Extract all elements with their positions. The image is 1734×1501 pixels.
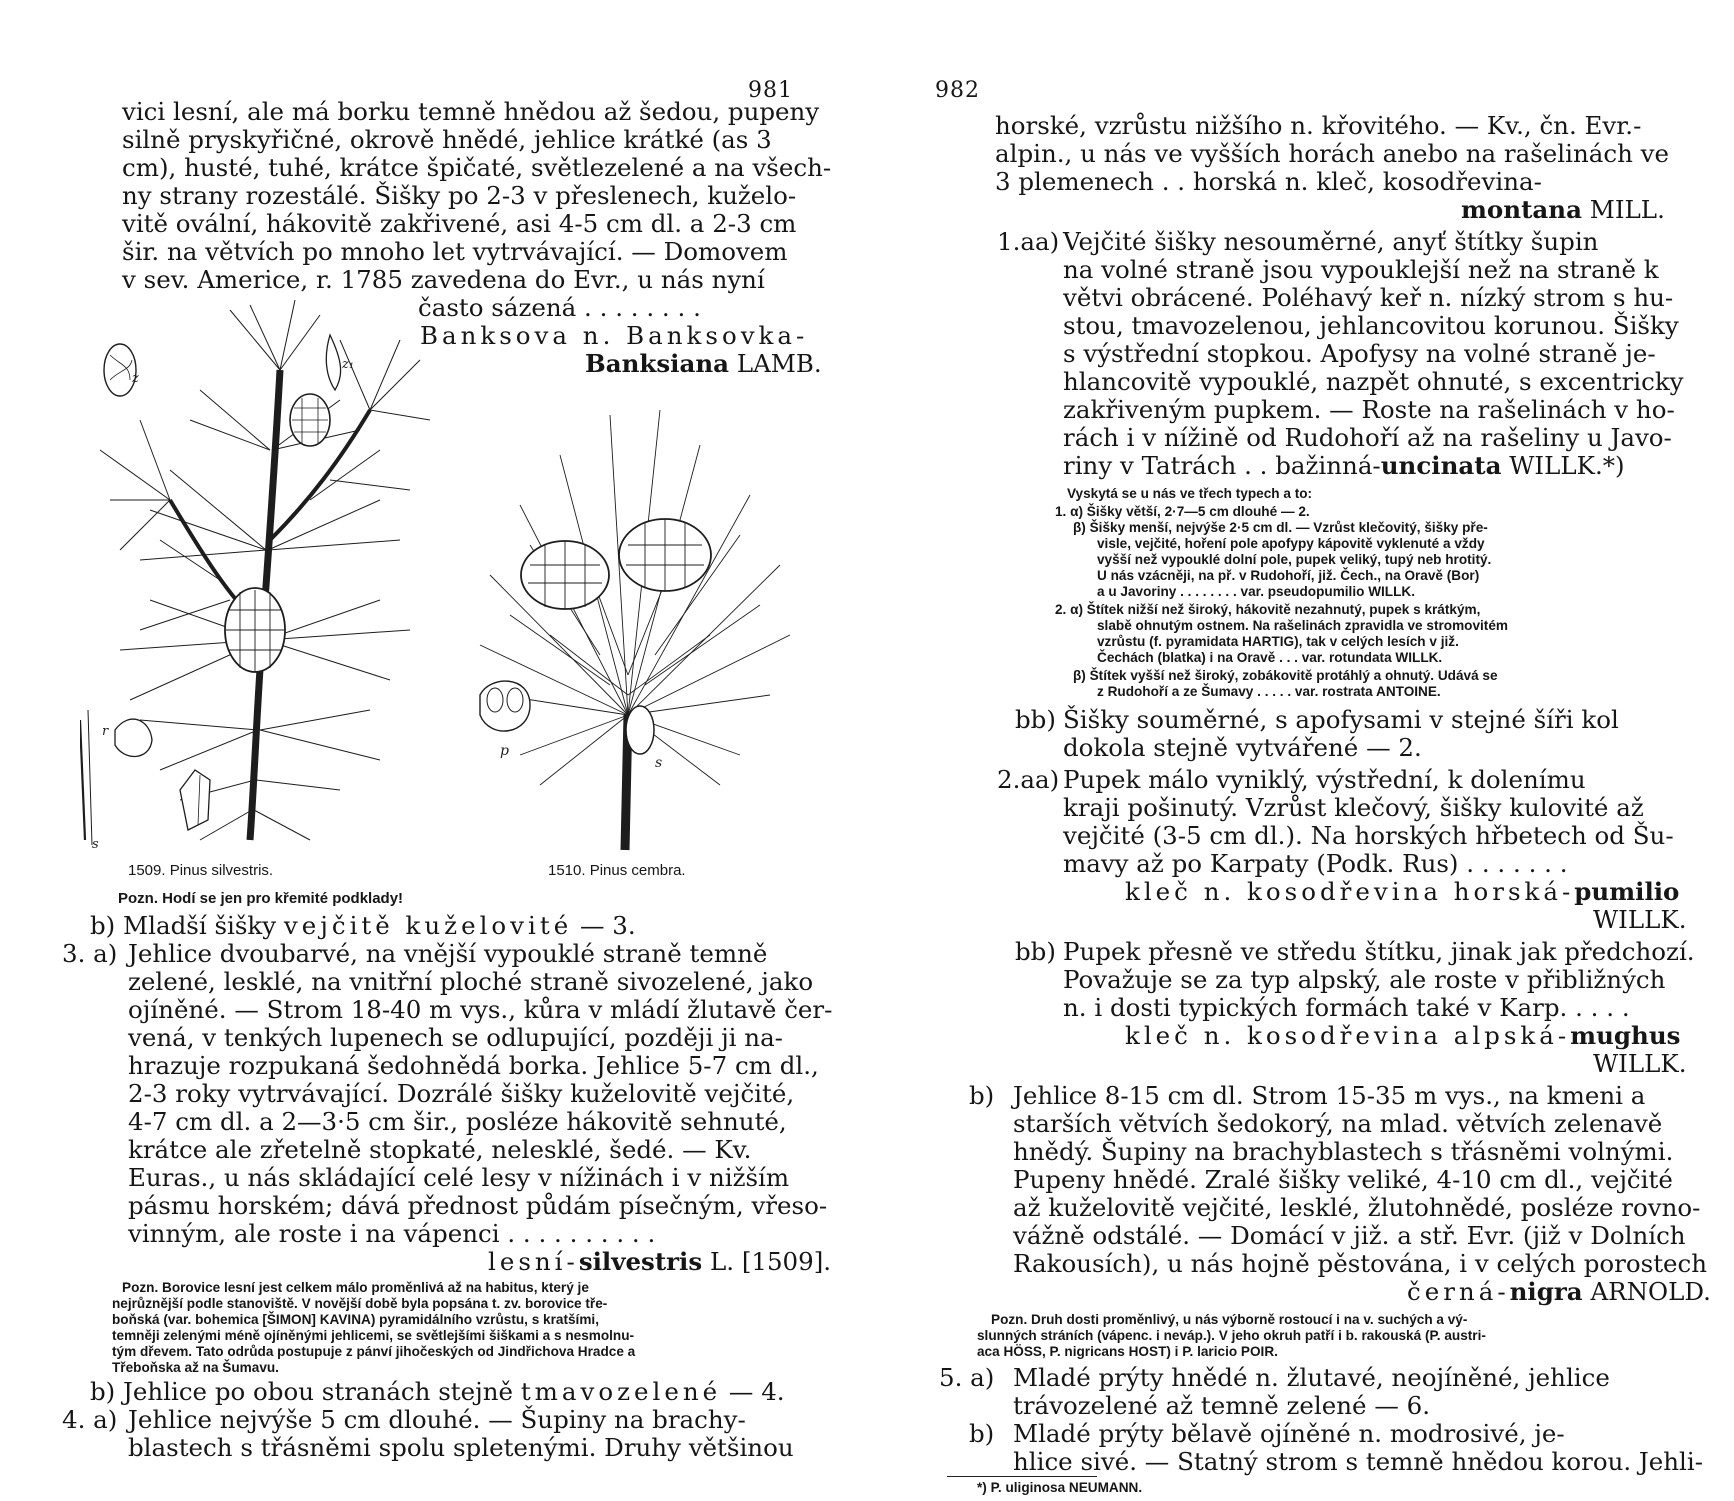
note-line: temněji zelenými méně ojíněnými jehlicemi, se světlejšími šiškami a s nesmolnu- bbox=[112, 1328, 635, 1343]
text-line: horské, vzrůstu nižšího n. křovitého. — Kv., čn. Evr.- bbox=[995, 111, 1642, 140]
text-line: zelené, lesklé, na vnitřní ploché straně sivozelené, jako bbox=[128, 967, 814, 996]
note-line: tým dřevem. Tato odrůda postupuje z pánví jihočeských od Jindřichova Hradce a bbox=[112, 1344, 636, 1359]
text-line: často sázená . . . . . . . . bbox=[418, 293, 701, 322]
note-line: vyšší než vypouklé dolní pole, pupek veliký, tupý neb hrotitý. bbox=[1097, 552, 1492, 567]
species-name-pumilio: kleč n. kosodřevina horská-pumilio bbox=[1125, 877, 1680, 906]
latin-name: mughus bbox=[1570, 1021, 1681, 1050]
text-line: Euras., u nás skládající celé lesy v nížinách i v nižším bbox=[128, 1163, 790, 1192]
note-line: U nás vzácněji, na př. v Rudohoří, již. Čech., na Oravě (Bor) bbox=[1097, 568, 1480, 583]
note-line: nejrůznější podle stanoviště. V novější době byla popsána t. zv. borovice tře- bbox=[112, 1296, 608, 1311]
text-line: větvi obrácené. Poléhavý keř n. nízký strom s hu- bbox=[1063, 283, 1674, 312]
text-line: Jehlice 8-15 cm dl. Strom 15-35 m vys., na kmeni a bbox=[1013, 1081, 1646, 1110]
text-line: rách i v nížině od Rudohoří až na rašeliny u Javo- bbox=[1063, 423, 1672, 452]
figure-label-z1: z₁ bbox=[342, 357, 355, 372]
key-b-second: b) Jehlice po obou stranách stejně tmavozelené — 4. bbox=[90, 1377, 785, 1406]
text-line: stou, tmavozelenou, jehlancovitou korunou. Šišky bbox=[1063, 311, 1679, 340]
author-name: LAMB. bbox=[736, 349, 822, 378]
text-line: 2-3 roky vytrvávající. Dozrálé šišky kuželovitě vejčité, bbox=[128, 1079, 795, 1108]
key-label: b) bbox=[90, 1377, 116, 1406]
latin-name: pumilio bbox=[1574, 877, 1680, 906]
author-name: WILLK.*) bbox=[1509, 451, 1625, 480]
key-label-3a: 3. a) bbox=[62, 939, 118, 968]
key-label-2aa: 2.aa) bbox=[997, 765, 1060, 794]
text-line: Jehlice nejvýše 5 cm dlouhé. — Šupiny na brachy- bbox=[128, 1405, 746, 1434]
left-page-number: 981 bbox=[748, 78, 793, 103]
note-line: z Rudohoří a ze Šumavy . . . . . var. rostrata ANTOINE. bbox=[1097, 684, 1441, 699]
latin-name: Banksiana bbox=[585, 349, 730, 378]
footnote-divider bbox=[947, 1476, 1097, 1477]
text-line: blastech s třásněmi spolu spletenými. Druhy většinou bbox=[128, 1433, 794, 1462]
key-label-4a: 4. a) bbox=[62, 1405, 118, 1434]
text-line: vici lesní, ale má borku temně hnědou až šedou, pupeny bbox=[122, 97, 820, 126]
note-line: β) Štítek vyšší než široký, zobákovitě protáhlý a ohnutý. Udává se bbox=[1073, 668, 1498, 683]
key-b: b) Mladší šišky vejčitě kuželovité — 3. bbox=[90, 911, 636, 940]
text-line: kraji pošinutý. Vzrůst klečový, šišky kulovité až bbox=[1063, 793, 1644, 822]
author-name: ARNOLD. bbox=[1590, 1277, 1711, 1306]
figure-label-s: s bbox=[92, 837, 99, 852]
latin-name: nigra bbox=[1509, 1277, 1583, 1306]
text-line: ny strany rozestálé. Šišky po 2-3 v přeslenech, kuželo- bbox=[122, 181, 797, 210]
text-line: hnědý. Šupiny na brachyblastech s třásněmi volnými. bbox=[1013, 1137, 1674, 1166]
pinus-silvestris-illustration bbox=[80, 300, 450, 860]
right-page-number: 982 bbox=[935, 78, 980, 103]
author-name: WILLK. bbox=[1593, 1049, 1687, 1078]
note-line: β) Šišky menší, nejvýše 2·5 cm dl. — Vzrůst klečovitý, šišky pře- bbox=[1073, 520, 1488, 535]
text-line: vejčité (3-5 cm dl.). Na horských hřbetech od Šu- bbox=[1063, 821, 1674, 850]
text-line: Mladé prýty hnědé n. žlutavé, neojíněné, jehlice bbox=[1013, 1363, 1610, 1392]
text-line: pásmu horském; dává přednost půdám písečným, vřeso- bbox=[128, 1191, 828, 1220]
text-line: až kuželovitě vejčité, lesklé, žlutohnědé, posléze rovno- bbox=[1013, 1193, 1701, 1222]
note-line: slunných stráních (vápenc. i neváp.). V jeho okruh patří i b. rakouská (P. austri- bbox=[977, 1328, 1486, 1343]
figure-caption-1510: 1510. Pinus cembra. bbox=[548, 862, 686, 879]
text-line: vážně odstálé. — Domácí v již. a stř. Evr. (již v Dolních bbox=[1013, 1221, 1686, 1250]
text-line: dokola stejně vytvářené — 2. bbox=[1063, 733, 1422, 762]
right-page bbox=[867, 0, 1734, 1501]
key-label-1aa: 1.aa) bbox=[997, 227, 1060, 256]
key-label-5a: 5. a) bbox=[939, 1363, 995, 1392]
author-name: L. [1509]. bbox=[709, 1247, 832, 1276]
figure-label-z: z bbox=[132, 371, 139, 386]
text-line: mavy až po Karpaty (Podk. Rus) . . . . . . . bbox=[1063, 849, 1568, 878]
species-name-mughus: kleč n. kosodřevina alpská-mughus bbox=[1125, 1021, 1681, 1050]
species-name-silvestris: lesní-silvestris L. [1509]. bbox=[488, 1247, 832, 1276]
bud-detail bbox=[115, 719, 152, 756]
note-line: vzrůstu (f. pyramidata HARTIG), tak v celých lesích v již. bbox=[1097, 634, 1459, 649]
text-line: Pupek málo vyniklý, výstřední, k dolenímu bbox=[1063, 765, 1586, 794]
note-line: Pozn. Druh dosti proměnlivý, u nás výborně rostoucí i na v. suchých a vý- bbox=[991, 1312, 1468, 1327]
text-line: cm), husté, tuhé, krátce špičaté, světlezelené a na všech- bbox=[122, 153, 832, 182]
text-line: krátce ale zřetelně stopkaté, nelesklé, šedé. — Kv. bbox=[128, 1135, 752, 1164]
figure-label-r: r bbox=[102, 724, 109, 739]
note-line: visle, vejčité, hoření pole apofypy kápovitě vyklenuté a vždy bbox=[1097, 536, 1485, 551]
figure-label-p: p bbox=[500, 743, 509, 759]
author-name: MILL. bbox=[1589, 195, 1665, 224]
text-line: hlancovitě vypouklé, nazpět ohnuté, s excentricky bbox=[1063, 367, 1684, 396]
text-line: s výstřední stopkou. Apofysy na volné straně je- bbox=[1063, 339, 1656, 368]
text-line: trávozelené až temně zelené — 6. bbox=[1013, 1391, 1430, 1420]
note-line: Vyskytá se u nás ve třech typech a to: bbox=[1067, 486, 1313, 501]
text-line: Rakousích), u nás hojně pěstována, i v celých porostech bbox=[1013, 1249, 1708, 1278]
key-label-b: b) bbox=[969, 1081, 995, 1110]
text-line: Šišky souměrné, s apofysami v stejné šíři kol bbox=[1063, 705, 1619, 734]
text-line: šir. na větvích po mnoho let vytrvávající. — Domovem bbox=[122, 237, 788, 266]
pozn-short: Pozn. Hodí se jen pro křemité podklady! bbox=[118, 890, 404, 907]
note-line: Pozn. Borovice lesní jest celkem málo proměnlivá až na habitus, který je bbox=[122, 1280, 589, 1295]
key-label: b) bbox=[90, 911, 116, 940]
species-name-uncinata: riny v Tatrách . . bažinná-uncinata WILLK.*) bbox=[1063, 451, 1625, 480]
species-name-banksiana: Banksova n. Banksovka- bbox=[420, 321, 809, 350]
text-line: n. i dosti typických formách také v Karp. . . . . bbox=[1063, 993, 1630, 1022]
text-line: Pupeny hnědé. Zralé šišky veliké, 4-10 cm dl., vejčité bbox=[1013, 1165, 1673, 1194]
text-line: hrazuje rozpukaná šedohnědá borka. Jehlice 5-7 cm dl., bbox=[128, 1051, 819, 1080]
seed-scale-detail bbox=[104, 344, 136, 396]
text-line: hlice sivé. — Statný strom s temně hnědou korou. Jehli- bbox=[1013, 1447, 1703, 1476]
text-line: vená, v tenkých lupenech se odlupující, později ji na- bbox=[128, 1023, 783, 1052]
note-line: 1. α) Šišky větší, 2·7—5 cm dlouhé — 2. bbox=[1055, 504, 1310, 519]
note-line: 2. α) Štítek nižší než široký, hákovitě nezahnutý, pupek s krátkým, bbox=[1055, 602, 1481, 617]
latin-name: silvestris bbox=[578, 1247, 703, 1276]
species-latin-banksiana bbox=[585, 350, 822, 378]
footnote: *) P. uliginosa NEUMANN. bbox=[977, 1480, 1143, 1495]
key-label-bb: bb) bbox=[1015, 705, 1056, 734]
figure-label-s: s bbox=[655, 755, 663, 771]
text-line: silně pryskyřičné, okrově hnědé, jehlice krátké (as 3 bbox=[122, 125, 772, 154]
figure-caption-1509: 1509. Pinus silvestris. bbox=[128, 862, 274, 879]
pinus-cembra-illustration bbox=[460, 395, 800, 855]
text-line: na volné straně jsou vypouklejší než na straně k bbox=[1063, 255, 1659, 284]
note-line: a u Javoriny . . . . . . . . var. pseudopumilio WILLK. bbox=[1097, 584, 1415, 599]
text-line: alpin., u nás ve vyšších horách anebo na rašelinách ve bbox=[995, 139, 1669, 168]
text-line: starších větvích šedokorý, na mlad. větvích zelenavě bbox=[1013, 1109, 1663, 1138]
note-line: boňská (var. bohemica [ŠIMON] KAVINA) pyramidálního vzrůstu, s kratšími, bbox=[112, 1312, 599, 1327]
text-line: Jehlice dvoubarvé, na vnější vypouklé straně temně bbox=[128, 939, 768, 968]
text-line: vitě ovální, hákovitě zakřivené, asi 4-5 cm dl. a 2-3 cm bbox=[122, 209, 797, 238]
seed-detail bbox=[180, 770, 210, 830]
text-line: Považuje se za typ alpský, ale roste v přibližných bbox=[1063, 965, 1666, 994]
note-line: Třeboňska až na Šumavu. bbox=[112, 1360, 279, 1375]
text-line: Pupek přesně ve středu štítku, jinak jak předchozí. bbox=[1063, 937, 1695, 966]
key-label-bb-second: bb) bbox=[1015, 937, 1056, 966]
species-latin-montana bbox=[1461, 196, 1665, 224]
author-name: WILLK. bbox=[1593, 905, 1687, 934]
text-line: v sev. Americe, r. 1785 zavedena do Evr., u nás nyní bbox=[122, 265, 765, 294]
text-line: Vejčité šišky nesouměrné, anyť štítky šupin bbox=[1063, 227, 1599, 256]
note-line: Čechách (blatka) i na Oravě . . . var. rotundata WILLK. bbox=[1097, 650, 1443, 665]
note-line: aca HÖSS, P. nigricans HOST) i P. laricio POIR. bbox=[977, 1344, 1278, 1359]
note-line: slabě ohnutým ostnem. Na rašelinách zpravidla ve stromovitém bbox=[1097, 618, 1508, 633]
text-line: zakřiveným pupkem. — Roste na rašelinách v ho- bbox=[1063, 395, 1675, 424]
text-line: 4-7 cm dl. a 2—3·5 cm šir., posléze hákovitě sehnuté, bbox=[128, 1107, 787, 1136]
text-line: 3 plemenech . . horská n. kleč, kosodřevina- bbox=[995, 167, 1542, 196]
text-line: Mladé prýty bělavě ojíněné n. modrosivé, je- bbox=[1013, 1419, 1565, 1448]
scale-detail bbox=[480, 681, 530, 731]
text-line: vinným, ale roste i na vápenci . . . . . . . . . . bbox=[128, 1219, 656, 1248]
latin-name: uncinata bbox=[1380, 451, 1502, 480]
latin-name: montana bbox=[1461, 195, 1582, 224]
seed-detail bbox=[626, 706, 654, 754]
text-line: ojíněné. — Strom 18-40 m vys., kůra v mládí žlutavě čer- bbox=[128, 995, 833, 1024]
key-label-5b: b) bbox=[969, 1419, 995, 1448]
species-name-nigra: černá-nigra ARNOLD. bbox=[1407, 1277, 1711, 1306]
